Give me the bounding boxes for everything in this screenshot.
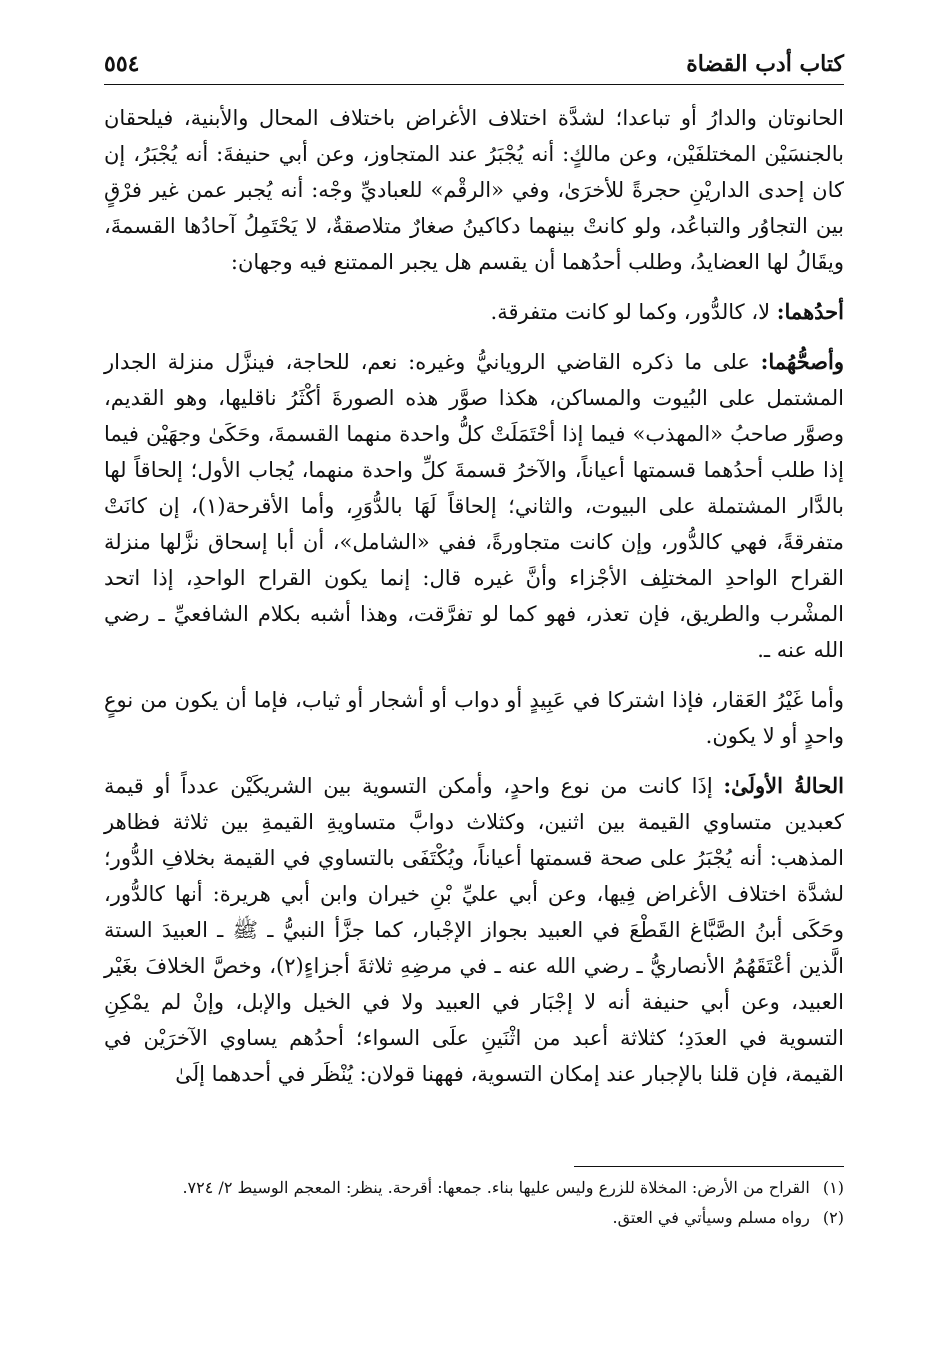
paragraph-lead: الحالةُ الأولَىٰ: — [723, 773, 844, 798]
paragraph — [104, 100, 844, 280]
paragraph-text: على ما ذكره القاضي الرويانيُّ وغيره: نعم، للحاجة، فينزَّل منزلة الجدار المشتمل على البُيوت والمساكن، هكذا صوَّر هذه الصورةَ أكْثَرُ ناقليها، وهو القديم، وصوَّر صاحبُ «المهذب» فيما إذا أحْتَمَلَتْ كلُّ واحدة منهما القسمةَ، وحَكَىٰ وجهَيْن فيما إذا طلب أحدُهما قسمتها أعياناً، والآخرُ قسمةَ كلِّ واحدة منهما، يُجاب الأول؛ إلحاقاً لها بالدَّار المشتملة على البيوت، والثاني؛ إلحاقاً لَهَا بالدُّوَرِ، وأما الأقرحة(١)، إن كانَتْ متفرقةً، فهي كالدُّور، وإن كانت متجاورةً، ففي «الشامل»، أن أبا إسحاق نزَّلها منزلة القراح الواحدِ المختلِف الأجْزاء وأنَّ غيره قال: إنما يكون القراح الواحدِ، إذا اتحد المشْرب والطريق، فإن تعذر، فهو كما لو تفرَّقت، وهذا أشبه بكلام الشافعيِّ ـ رضي الله عنه ـ. — [104, 350, 844, 662]
page-number: ٥٥٤ — [104, 51, 140, 77]
footnote-number: (١) — [822, 1178, 844, 1197]
paragraph-text: الحانوتان والدارُ أو تباعدا؛ لشدَّة اختلاف الأغراض باختلاف المحال والأبنية، فيلحقان بالجنسَيْن المختلفَيْن، وعن مالكٍ: أنه يُجْبَرُ عند المتجاوز، وعن أبي حنيفةَ: أنه يُجْبَرُ، إن كان إحدى الداريْنِ حجرةً للأخرَىٰ، وفي «الرقْم» للعباديِّ وجْه: أنه يُجبر عمن غير فرْقٍ بين التجاوُر والتباعُد، ولو كانتْ بينهما دكاكينُ صغارٌ متلاصقةٌ، لا يَحْتَمِلُ آحادُها القسمةَ، ويقَالُ لها العضايدُ، وطلب أحدُهما أن يقسم هل يجبر الممتنع فيه وجهان: — [104, 106, 844, 274]
paragraph — [104, 768, 844, 1092]
paragraph — [104, 294, 844, 330]
book-title: كتاب أدب القضاة — [686, 51, 844, 77]
footnote-text: رواه مسلم وسيأتي في العتق. — [612, 1208, 810, 1227]
paragraph-text: وأما غَيْرُ العَقار، فإذا اشتركا في عَبِيدٍ أو دواب أو أشجار أو ثياب، فإما أن يكون من نوعٍ واحدٍ أو لا يكون. — [104, 688, 844, 748]
footnote-divider — [574, 1166, 844, 1167]
footnote — [104, 1173, 844, 1203]
footnote — [104, 1203, 844, 1233]
footnotes — [104, 1166, 844, 1233]
footnote-number: (٢) — [822, 1208, 844, 1227]
paragraph — [104, 344, 844, 668]
footnote-text: القراح من الأرض: المخلاة للزرع وليس عليها بناء. جمعها: أقرحة. ينظر: المعجم الوسيط ٢/ ٧٢٤. — [182, 1178, 810, 1197]
paragraph-lead: أحدُهما: — [776, 299, 844, 324]
paragraph-text: لا، كالدُّور، وكما لو كانت متفرقة. — [490, 300, 771, 324]
paragraph — [104, 682, 844, 754]
main-text — [104, 100, 844, 1106]
paragraph-lead: وأصحُّهُما: — [760, 349, 844, 374]
paragraph-text: إذَا كانت من نوع واحدٍ، وأمكن التسوية بين الشريكَيْن عدداً أو قيمة كعبدين متساوي القيمة بين اثنين، وكثلاث دوابَّ متساويةِ القيمةِ بين ثلاثة فظاهر المذهب: أنه يُجْبَرُ على صحة قسمتها أعياناً، ويُكْتَفَى بالتساوي في القيمة بخلافِ الدُّور؛ لشدَّة اختلاف الأغراض فِيها، وعن أبي عليِّ بْنِ خيران وابن أبي هريرة: أنها كالدُّور، وحَكَى أبنُ الصَّبَّاغ القَطْعَ في العبيد بجواز الإجْبار، كما جزَّأ النبيُّ ـ ﷺ ـ العبيدَ الستة الَّذين أعْتَقَهُمُ الأنصاريُّ ـ رضي الله عنه ـ في مرضِهِ ثلاثةَ أجزاءٍ(٢)، وخصَّ الخلافَ بغَيْر العبيد، وعن أبي حنيفة أنه لا إجْبَار في العبيد ولا في الخيل والإبل، وإنْ لم يمْكِنِ التسوية في العدَدِ؛ كثلاثة أعبد من اثْنَينِ علَى السواء؛ أحدُهم يساوي الآخرَيْن في القيمة، فإن قلنا بالإجبار عند إمكان التسوية، فههنا قولان: يُنْظَر في أحدهما إلَىٰ — [104, 774, 844, 1086]
running-header — [104, 44, 844, 85]
